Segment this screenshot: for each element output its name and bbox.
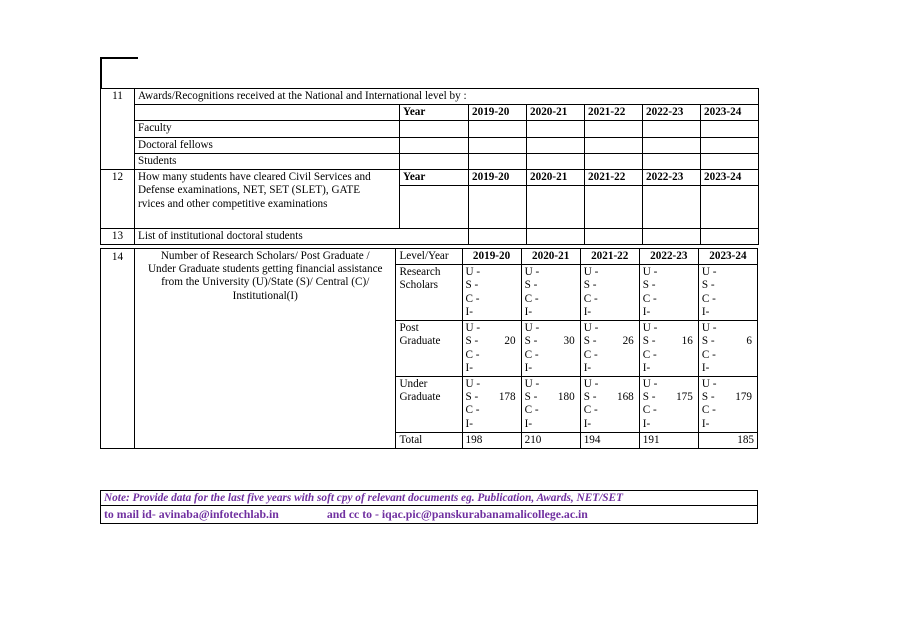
- row11-students-2020-21[interactable]: [527, 153, 585, 169]
- research-scholars-line-1: Research: [399, 266, 441, 279]
- row11-faculty-2021-22[interactable]: [585, 121, 643, 137]
- row11-faculty-2020-21[interactable]: [527, 121, 585, 137]
- row11-doctoral-blank[interactable]: [400, 137, 469, 153]
- fund-key-u: U -: [583, 266, 599, 279]
- row11-year-2023-24: 2023-24: [701, 105, 759, 121]
- fund-key-u: U -: [583, 322, 599, 335]
- under-graduate-2019-20[interactable]: [462, 376, 521, 432]
- institutional-data-table: [100, 88, 759, 245]
- post-graduate-2020-21[interactable]: [521, 321, 580, 377]
- fund-key-u: U -: [701, 266, 717, 279]
- fund-key-c: C -: [583, 404, 598, 417]
- under-graduate-2020-21[interactable]: [521, 376, 580, 432]
- fund-key-u: U -: [524, 377, 540, 390]
- fund-key-i: I-: [583, 361, 592, 374]
- row12-desc-line-2: Defense examinations, NET, SET (SLET), GATE: [138, 184, 361, 197]
- fund-key-i: I-: [642, 305, 651, 318]
- under-graduate-line-1: Under: [399, 377, 428, 390]
- page-break-cell-fragment: [100, 57, 138, 89]
- fund-key-i: I-: [642, 417, 651, 430]
- fund-key-c: C -: [701, 404, 716, 417]
- fund-key-u: U -: [524, 266, 540, 279]
- post-graduate-2019-20[interactable]: [462, 321, 521, 377]
- fund-key-s: S -: [701, 335, 715, 348]
- row14-total-2022-23[interactable]: 191: [639, 432, 698, 448]
- fund-key-c: C -: [642, 404, 657, 417]
- fund-key-u: U -: [701, 322, 717, 335]
- row11-faculty-2022-23[interactable]: [643, 121, 701, 137]
- fund-key-s: S -: [642, 391, 656, 404]
- row12-description: [135, 170, 400, 229]
- fund-key-c: C -: [642, 292, 657, 305]
- post-graduate-2022-23[interactable]: [639, 321, 698, 377]
- row11-doctoral-2022-23[interactable]: [643, 137, 701, 153]
- mail-cc-address[interactable]: and cc to - iqac.pic@panskurabanamalicollege.ac.in: [326, 507, 588, 521]
- row12-value-2022-23[interactable]: [643, 186, 701, 229]
- under-graduate-2021-22[interactable]: [580, 376, 639, 432]
- research-scholars-2019-20[interactable]: [462, 265, 521, 321]
- row11-year-2022-23: 2022-23: [643, 105, 701, 121]
- row11-faculty-2023-24[interactable]: [701, 121, 759, 137]
- research-scholars-line-2: Scholars: [399, 279, 438, 292]
- row11-doctoral-2021-22[interactable]: [585, 137, 643, 153]
- fund-key-u: U -: [701, 377, 717, 390]
- table-row: [101, 249, 758, 265]
- table-row: [101, 105, 759, 121]
- fund-key-s: S -: [642, 335, 656, 348]
- fund-val-s: 179: [735, 391, 752, 404]
- fund-key-i: I-: [583, 417, 592, 430]
- row11-doctoral-2019-20[interactable]: [469, 137, 527, 153]
- fund-key-c: C -: [524, 348, 539, 361]
- row12-year-header-label: Year: [400, 170, 469, 186]
- row13-value-2019-20[interactable]: [469, 228, 527, 244]
- row13-value-2023-24[interactable]: [701, 228, 759, 244]
- row12-value-2020-21[interactable]: [527, 186, 585, 229]
- row14-level-label-research-scholars: [396, 265, 462, 321]
- row12-desc-line-1: How many students have cleared Civil Services and: [138, 171, 371, 184]
- fund-key-i: I-: [701, 417, 710, 430]
- fund-key-u: U -: [465, 266, 481, 279]
- fund-key-c: C -: [701, 292, 716, 305]
- row12-year-2021-22: 2021-22: [585, 170, 643, 186]
- table-row: [101, 506, 758, 524]
- row12-value-2019-20[interactable]: [469, 186, 527, 229]
- fund-val-s: 175: [676, 391, 693, 404]
- fund-val-s: 168: [616, 391, 634, 404]
- fund-key-i: I-: [465, 417, 473, 430]
- row14-total-2020-21[interactable]: 210: [521, 432, 580, 448]
- row11-subrow-label-faculty: Faculty: [135, 121, 400, 137]
- under-graduate-2023-24[interactable]: [698, 376, 757, 432]
- row11-students-2019-20[interactable]: [469, 153, 527, 169]
- fund-key-s: S -: [465, 335, 479, 348]
- row12-year-2019-20: 2019-20: [469, 170, 527, 186]
- note-mail-line: [101, 506, 758, 524]
- fund-key-u: U -: [524, 322, 540, 335]
- row14-year-2021-22: 2021-22: [580, 249, 639, 265]
- fund-key-s: S -: [583, 279, 597, 292]
- row-serial-number-12: 12: [101, 170, 135, 229]
- row14-level-header-label: Level/Year: [396, 249, 462, 265]
- post-graduate-line-1: Post: [399, 322, 419, 335]
- fund-key-i: I-: [583, 305, 592, 318]
- fund-key-i: I-: [465, 361, 473, 374]
- fund-key-s: S -: [524, 279, 538, 292]
- row-serial-number-14: 14: [101, 249, 135, 449]
- fund-key-u: U -: [642, 377, 658, 390]
- row12-value-blank[interactable]: [400, 186, 469, 229]
- fund-key-c: C -: [701, 348, 716, 361]
- table-row: [101, 228, 759, 244]
- notes-table: [100, 490, 758, 524]
- fund-key-s: S -: [583, 391, 597, 404]
- row12-year-2022-23: 2022-23: [643, 170, 701, 186]
- fund-key-u: U -: [465, 377, 481, 390]
- row14-year-2022-23: 2022-23: [639, 249, 698, 265]
- row11-blank-desc: [135, 105, 400, 121]
- row14-level-label-under-graduate: [396, 376, 462, 432]
- under-graduate-2022-23[interactable]: [639, 376, 698, 432]
- row11-year-2020-21: 2020-21: [527, 105, 585, 121]
- fund-val-s: 178: [498, 391, 516, 404]
- fund-key-c: C -: [583, 348, 598, 361]
- table-row: [101, 170, 759, 186]
- fund-key-i: I-: [465, 305, 473, 318]
- row14-desc-line-1: Number of Research Scholars/ Post Graduate /: [160, 250, 370, 262]
- row12-desc-line-3: rvices and other competitive examinations: [138, 197, 328, 210]
- row11-year-2019-20: 2019-20: [469, 105, 527, 121]
- fund-key-i: I-: [524, 361, 533, 374]
- row14-year-2020-21: 2020-21: [521, 249, 580, 265]
- row13-value-2022-23[interactable]: [643, 228, 701, 244]
- row14-desc-line-2: Under Graduate students getting financial assistance: [147, 263, 383, 276]
- fund-key-c: C -: [524, 292, 539, 305]
- row13-value-2021-22[interactable]: [585, 228, 643, 244]
- fund-val-s: 16: [681, 335, 693, 348]
- row11-subrow-label-doctoral-fellows: Doctoral fellows: [135, 137, 400, 153]
- row14-description: [135, 249, 396, 449]
- note-instruction-line: Note: Provide data for the last five years with soft cpy of relevant documents eg. Publication, Awards, NET/SET: [101, 491, 758, 506]
- fund-key-i: I-: [701, 361, 710, 374]
- fund-key-i: I-: [524, 305, 533, 318]
- fund-key-s: S -: [524, 391, 538, 404]
- table-row: [101, 121, 759, 137]
- fund-key-s: S -: [465, 391, 479, 404]
- fund-key-s: S -: [701, 279, 715, 292]
- fund-val-s: 20: [504, 335, 516, 348]
- row-serial-number-11: 11: [101, 89, 135, 170]
- row14-year-2019-20: 2019-20: [462, 249, 521, 265]
- fund-key-s: S -: [524, 335, 538, 348]
- research-scholars-2021-22[interactable]: [580, 265, 639, 321]
- row11-year-header-label: Year: [400, 105, 469, 121]
- row12-value-2021-22[interactable]: [585, 186, 643, 229]
- fund-key-c: C -: [642, 348, 657, 361]
- row13-description: List of institutional doctoral students: [135, 228, 469, 244]
- row12-year-2020-21: 2020-21: [527, 170, 585, 186]
- research-scholars-2023-24[interactable]: [698, 265, 757, 321]
- row11-doctoral-2023-24[interactable]: [701, 137, 759, 153]
- row11-faculty-blank[interactable]: [400, 121, 469, 137]
- row12-year-2023-24: 2023-24: [701, 170, 759, 186]
- row14-financial-assistance-table: [100, 248, 758, 449]
- fund-key-c: C -: [524, 404, 539, 417]
- row13-value-2020-21[interactable]: [527, 228, 585, 244]
- row11-faculty-2019-20[interactable]: [469, 121, 527, 137]
- table-row: [101, 153, 759, 169]
- row14-desc-line-4: Institutional(I): [232, 289, 298, 302]
- row11-students-2022-23[interactable]: [643, 153, 701, 169]
- row14-year-2023-24: 2023-24: [698, 249, 757, 265]
- table-row: [101, 89, 759, 105]
- row11-students-2021-22[interactable]: [585, 153, 643, 169]
- row14-level-label-post-graduate: [396, 321, 462, 377]
- research-scholars-2020-21[interactable]: [521, 265, 580, 321]
- fund-key-i: I-: [642, 361, 651, 374]
- row14-desc-line-3: from the University (U)/State (S)/ Central (C)/: [161, 276, 370, 289]
- fund-key-s: S -: [465, 279, 479, 292]
- table-row: [101, 137, 759, 153]
- row11-students-blank[interactable]: [400, 153, 469, 169]
- fund-val-s: 180: [557, 391, 575, 404]
- row14-total-2023-24[interactable]: 185: [698, 432, 757, 448]
- fund-key-u: U -: [642, 322, 658, 335]
- fund-key-u: U -: [642, 266, 658, 279]
- fund-val-s: 6: [746, 335, 752, 348]
- fund-val-s: 26: [622, 335, 634, 348]
- post-graduate-line-2: Graduate: [399, 335, 441, 348]
- fund-key-u: U -: [465, 322, 481, 335]
- fund-key-s: S -: [642, 279, 656, 292]
- fund-key-i: I-: [524, 417, 533, 430]
- row11-title: Awards/Recognitions received at the National and International level by :: [135, 89, 759, 105]
- fund-key-s: S -: [701, 391, 715, 404]
- post-graduate-2023-24[interactable]: [698, 321, 757, 377]
- fund-key-i: I-: [701, 305, 710, 318]
- under-graduate-line-2: Graduate: [399, 391, 441, 404]
- row11-students-2023-24[interactable]: [701, 153, 759, 169]
- row-serial-number-13: 13: [101, 228, 135, 244]
- fund-key-c: C -: [465, 404, 480, 417]
- fund-val-s: 30: [563, 335, 575, 348]
- research-scholars-2022-23[interactable]: [639, 265, 698, 321]
- fund-key-c: C -: [583, 292, 598, 305]
- post-graduate-2021-22[interactable]: [580, 321, 639, 377]
- fund-key-u: U -: [583, 377, 599, 390]
- row14-total-2019-20[interactable]: 198: [462, 432, 521, 448]
- row14-total-label: Total: [396, 432, 462, 448]
- fund-key-c: C -: [465, 348, 480, 361]
- row11-doctoral-2020-21[interactable]: [527, 137, 585, 153]
- table-row: [101, 491, 758, 506]
- fund-key-c: C -: [465, 292, 480, 305]
- fund-key-s: S -: [583, 335, 597, 348]
- row14-total-2021-22[interactable]: 194: [580, 432, 639, 448]
- row12-value-2023-24[interactable]: [701, 186, 759, 229]
- row11-year-2021-22: 2021-22: [585, 105, 643, 121]
- mail-to-address[interactable]: to mail id- avinaba@infotechlab.in: [104, 507, 279, 521]
- row11-subrow-label-students: Students: [135, 153, 400, 169]
